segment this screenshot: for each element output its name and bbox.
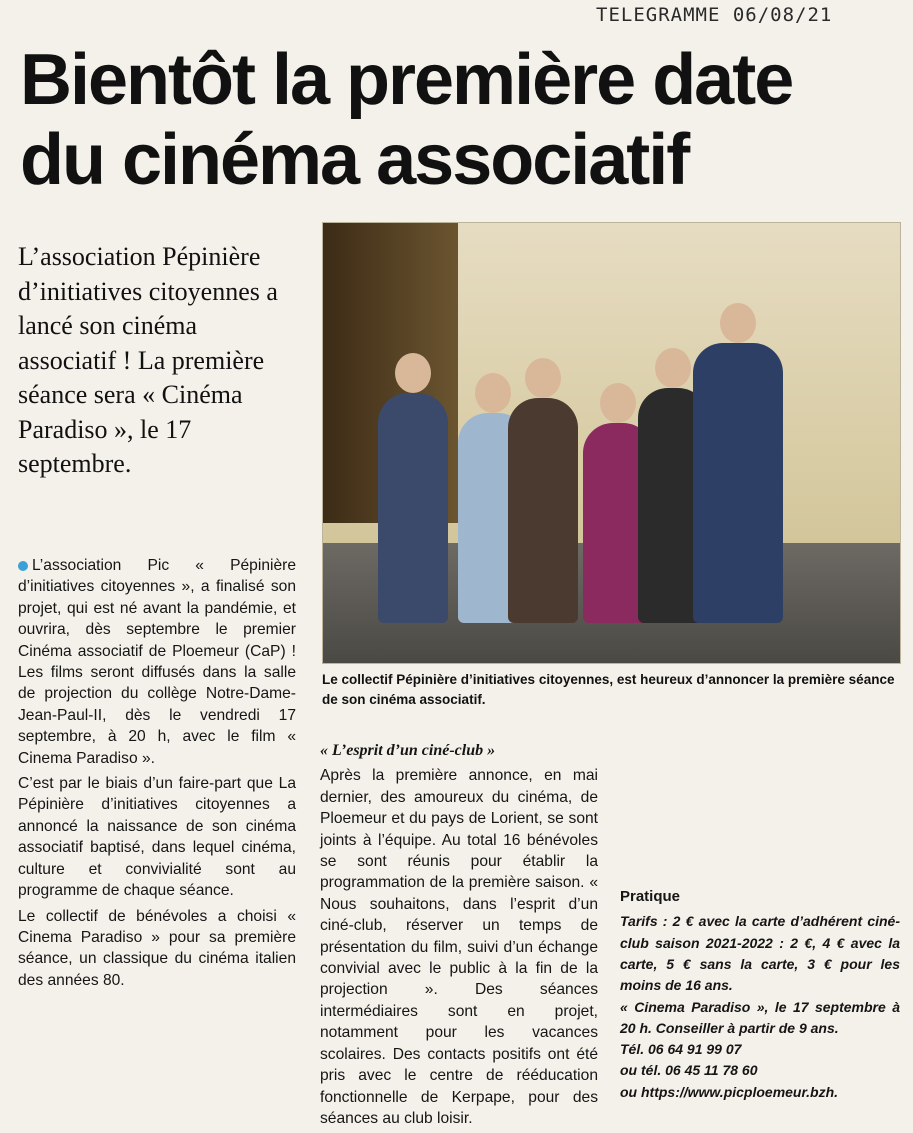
photo-person xyxy=(508,398,578,623)
handwritten-clipping-note: TELEGRAMME 06/08/21 xyxy=(596,4,833,26)
photo-person xyxy=(693,343,783,623)
section-subhead: « L’esprit d’un ciné-club » xyxy=(320,742,496,759)
col3-spacer xyxy=(620,740,900,868)
pratique-phone-1: Tél. 06 64 91 99 07 xyxy=(620,1041,742,1058)
pratique-session: « Cinema Paradiso », le 17 septembre à 20 h. Conseiller à partir de 9 ans. xyxy=(620,998,900,1036)
article-headline xyxy=(20,40,900,200)
paragraph: Le collectif de bénévoles a choisi « Cinema Paradiso » pour sa première séance, un classique du cinéma italien des années 80. xyxy=(18,907,296,989)
article-column-3 xyxy=(620,740,900,1103)
pratique-website[interactable]: ou https://www.picploemeur.bzh. xyxy=(620,1083,839,1100)
headline-line-1: Bientôt la première date xyxy=(20,40,793,120)
paragraph: L’association Pic « Pépinière d’initiatives citoyennes », a finalisé son projet, qui est né avant la pandémie, et ouvrira, dès septembre le premier Cinéma associatif de Ploemeur (CaP) ! Les films seront diffusés dans la salle de projection du collège Notre-Dame-Jean-Paul-II, dès le vendredi 17 septembre, à 20 h, avec le film « Cinema Paradiso ». xyxy=(18,557,296,767)
article-column-1 xyxy=(18,555,296,995)
paragraph: Après la première annonce, en mai dernier, des amoureux du cinéma, de Ploemeur et du pays de Lorient, se sont joints à l’équipe. Au total 16 bénévoles se sont réunis pour établir la programmation de la première saison. « Nous souhaitons, dans l’esprit d’un ciné-club, réserver un temps de présentation du film, suivi d’un échange convivial avec le public à la fin de la projection ». Des séances intermédiaires sont en projet, notamment pour les vacances scolaires. Des contacts positifs ont été pris avec le centre de rééducation fonctionnelle de Kerpape, pour des séances au club loisir. xyxy=(320,767,598,1127)
photo-caption: Le collectif Pépinière d’initiatives citoyennes, est heureux d’annoncer la première séance de son cinéma associatif. xyxy=(322,672,895,707)
photo-person xyxy=(378,393,448,623)
pratique-phone-2: ou tél. 06 45 11 78 60 xyxy=(620,1062,758,1079)
group-photo xyxy=(322,222,901,664)
pratique-title: Pratique xyxy=(620,888,681,905)
article-column-2 xyxy=(320,740,598,1133)
bullet-icon xyxy=(18,561,28,571)
paragraph: C’est par le biais d’un faire-part que La Pépinière d’initiatives citoyennes a annoncé la naissance de son cinéma associatif baptisé, dans lequel cinéma, culture et convivialité sont au programme de chaque séance. xyxy=(18,775,296,900)
headline-line-2: du cinéma associatif xyxy=(20,120,689,200)
pratique-tarifs: Tarifs : 2 € avec la carte d’adhérent ciné-club saison 2021-2022 : 2 €, 4 € avec la carte, 5 € sans la carte, 3 € pour les moins de 16 ans. xyxy=(620,913,900,994)
article-lede: L’association Pépinière d’initiatives citoyennes a lancé son cinéma associatif ! La première séance sera « Cinéma Paradiso », le 17 septembre. xyxy=(18,242,278,478)
